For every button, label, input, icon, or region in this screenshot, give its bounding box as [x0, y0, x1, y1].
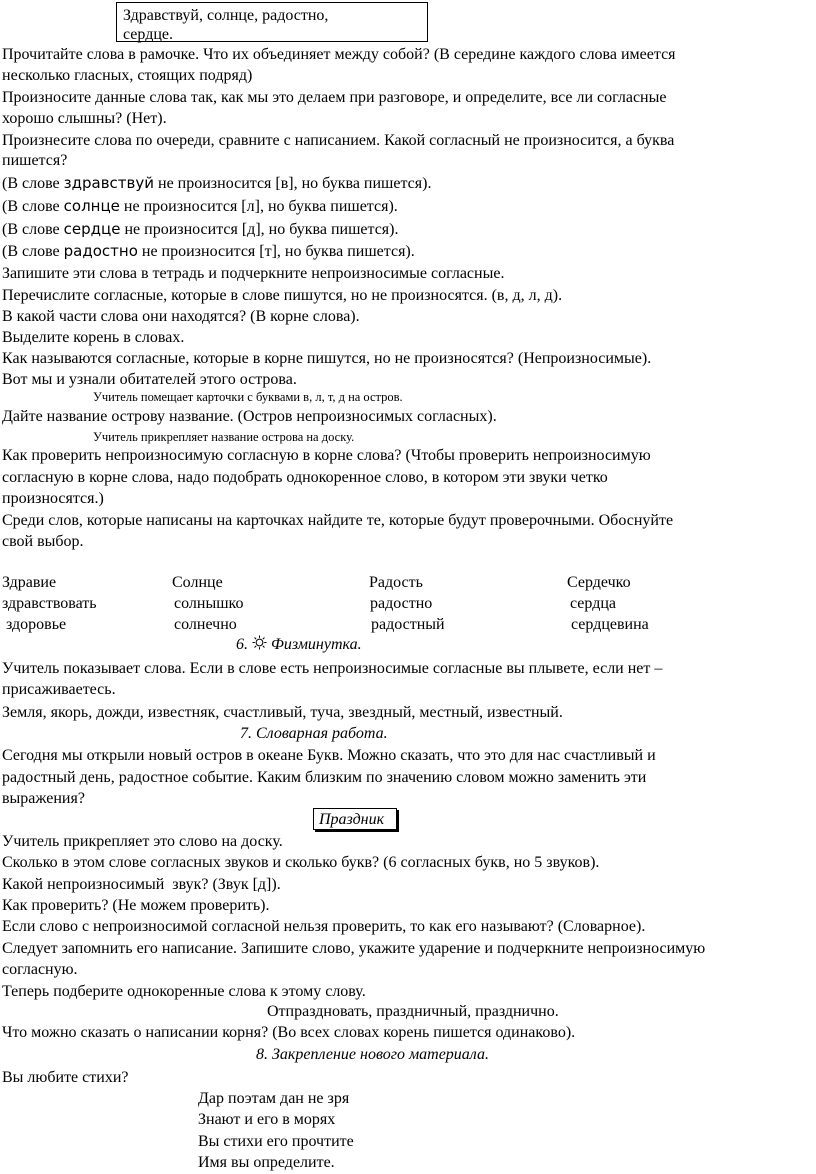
section-heading-7: 7. Словарная работа.: [240, 725, 388, 742]
text-line: несколько гласных, стоящих подряд): [2, 67, 253, 84]
text-line: согласную.: [2, 961, 78, 978]
table-cell: сердцевина: [571, 616, 649, 633]
poem-line: Имя вы определите.: [198, 1154, 335, 1171]
text-line: Запишите эти слова в тетрадь и подчеркните непроизносимые согласные.: [2, 265, 505, 282]
example-line: (В слове солнце не произносится [л], но буква пишется).: [2, 197, 398, 215]
example-line: (В слове радостно не произносится [т], но буква пишется).: [2, 242, 415, 260]
table-cell: Радость: [369, 574, 423, 591]
section-heading-8: 8. Закрепление нового материала.: [256, 1046, 489, 1063]
text-line: Произносите данные слова так, как мы это делаем при разговоре, и определите, все ли согласные: [2, 89, 667, 106]
table-cell: Сердечко: [567, 574, 631, 591]
teacher-note: Учитель помещает карточки с буквами в, л, т, д на остров.: [93, 390, 403, 404]
text-line: В какой части слова они находятся? (В корне слова).: [2, 308, 360, 325]
text-line: выражения?: [2, 790, 85, 807]
text-line: Учитель показывает слова. Если в слове есть непроизносимые согласные вы плывете, если нет –: [2, 660, 663, 677]
text-line: свой выбор.: [2, 533, 84, 550]
section-heading-6: 6. Физминутка.: [236, 636, 362, 653]
table-cell: сердца: [570, 595, 616, 612]
text-line: Что можно сказать о написании корня? (Во всех словах корень пишется одинаково).: [2, 1024, 576, 1041]
text-line: Дайте название острову название. (Остров непроизносимых согласных).: [2, 408, 497, 425]
example-word: сердце: [63, 220, 121, 238]
table-cell: здоровье: [2, 616, 67, 633]
example-word: радостно: [63, 242, 138, 260]
text-line: Земля, якорь, дожди, известняк, счастливый, туча, звездный, местный, известный.: [2, 704, 563, 721]
text-line: Как называются согласные, которые в корне пишутся, но не произносятся? (Непроизносимые).: [2, 350, 652, 367]
frame-line: Здравствуй, солнце, радостно,: [123, 7, 329, 24]
text-line: Вот мы и узнали обитателей этого острова.: [2, 371, 297, 388]
text-line: Выделите корень в словах.: [2, 329, 185, 346]
text-line: Теперь подберите однокоренные слова к этому слову.: [2, 983, 366, 1000]
text-line: Сегодня мы открыли новый остров в океане Букв. Можно сказать, что это для нас счастливый и: [2, 747, 656, 764]
table-cell: солнечно: [174, 616, 237, 633]
table-cell: здравствовать: [2, 595, 97, 612]
poem-line: Дар поэтам дан не зря: [198, 1090, 350, 1107]
text-line: Учитель прикрепляет это слово на доску.: [2, 833, 283, 850]
table-cell: радостно: [370, 595, 433, 612]
text-line: произносятся.): [2, 490, 104, 507]
text-line: Прочитайте слова в рамочке. Что их объединяет между собой? (В середине каждого слова имеется: [2, 46, 676, 63]
words-frame: [116, 2, 428, 42]
text-line: Какой непроизносимый звук? (Звук [д]).: [2, 876, 281, 893]
example-word: солнце: [63, 197, 120, 215]
text-line: присаживаетесь.: [2, 681, 116, 698]
text-line: пишется?: [2, 152, 68, 169]
table-cell: Здравие: [2, 574, 57, 591]
text-line: Среди слов, которые написаны на карточках найдите те, которые будут проверочными. Обоснуйте: [2, 512, 674, 529]
teacher-note: Учитель прикрепляет название острова на доску.: [93, 430, 355, 444]
poem-line: Знают и его в морях: [198, 1111, 336, 1128]
poem-line: Вы стихи его прочтите: [198, 1133, 354, 1150]
example-line: (В слове здравствуй не произносится [в], но буква пишется).: [2, 174, 432, 192]
word-card-label: Праздник: [319, 811, 385, 828]
frame-line: сердце.: [123, 26, 173, 43]
related-words: Отпраздновать, праздничный, празднично.: [267, 1003, 559, 1020]
example-line: (В слове сердце не произносится [д], но буква пишется).: [2, 220, 399, 238]
text-line: Произнесите слова по очереди, сравните с написанием. Какой согласный не произносится, а буква: [2, 132, 675, 149]
table-cell: солнышко: [174, 595, 244, 612]
text-line: хорошо слышны? (Нет).: [2, 110, 167, 127]
text-line: согласную в корне слова, надо подобрать однокоренное слово, в котором эти звуки четко: [2, 469, 608, 486]
text-line: Как проверить? (Не можем проверить).: [2, 897, 270, 914]
text-line: Как проверить непроизносимую согласную в корне слова? (Чтобы проверить непроизносимую: [2, 447, 651, 464]
text-line: Следует запомнить его написание. Запишите слово, укажите ударение и подчеркните непроизносимую: [2, 940, 706, 957]
sun-icon: [252, 635, 267, 650]
text-line: Сколько в этом слове согласных звуков и сколько букв? (6 согласных букв, но 5 звуков).: [2, 854, 600, 871]
text-line: Вы любите стихи?: [2, 1069, 129, 1086]
text-line: Перечислите согласные, которые в слове пишутся, но не произносятся. (в, д, л, д).: [2, 287, 563, 304]
example-word: здравствуй: [63, 174, 155, 192]
table-cell: Солнце: [172, 574, 223, 591]
text-line: Если слово с непроизносимой согласной нельзя проверить, то как его называют? (Словарное).: [2, 918, 646, 935]
word-card: [313, 808, 397, 830]
table-cell: радостный: [371, 616, 445, 633]
text-line: радостный день, радостное событие. Каким близким по значению словом можно заменить эти: [2, 769, 647, 786]
